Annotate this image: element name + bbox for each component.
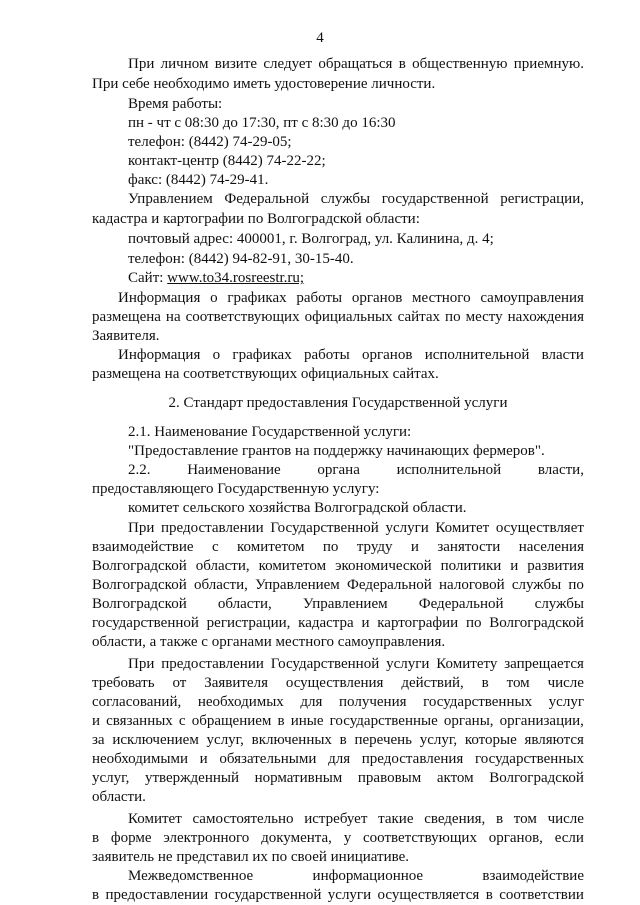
word: в	[277, 713, 285, 729]
word: взаимодействие	[482, 868, 584, 884]
word: официальных	[304, 309, 393, 325]
word: исключением	[112, 732, 199, 748]
word: числе	[547, 811, 584, 827]
text-line-36	[92, 751, 584, 768]
word: услуг,	[206, 732, 244, 748]
word: самостоятельно	[192, 811, 294, 827]
word: и	[92, 713, 101, 729]
word: соответствии	[499, 887, 584, 903]
text-line-32	[92, 675, 584, 692]
word: услуги	[386, 656, 430, 672]
word: органов,	[488, 830, 543, 846]
word: если	[554, 830, 584, 846]
text-line-17: размещена на соответствующих официальных сайтах.	[92, 366, 439, 382]
word: перечень	[354, 732, 413, 748]
word: обращаться	[318, 56, 393, 72]
word: на	[165, 309, 181, 325]
text-line-4: пн - чт с 08:30 до 17:30, пт с 8:30 до 16:30	[128, 115, 396, 131]
word: визите	[214, 56, 258, 72]
word: государственной	[92, 615, 199, 631]
word: органы,	[443, 713, 494, 729]
word: При	[128, 656, 155, 672]
word: и	[410, 539, 419, 555]
text-line-43	[92, 887, 584, 904]
word: труду	[356, 539, 393, 555]
word: общественную	[412, 56, 508, 72]
text-line-14	[92, 309, 584, 326]
word: власти,	[537, 462, 584, 478]
word: государственной	[214, 887, 322, 903]
text-line-34	[92, 713, 584, 730]
word: с	[211, 539, 219, 555]
word: государственной	[381, 191, 489, 207]
text-line-3: Время работы:	[128, 96, 223, 112]
word: 2.2.	[128, 462, 151, 478]
word: предоставлении	[105, 887, 209, 903]
word: согласований,	[92, 694, 182, 710]
word: области,	[217, 596, 272, 612]
word: о	[210, 290, 218, 306]
text-line-24	[128, 520, 584, 537]
word: Управлением	[128, 191, 213, 207]
word: требовать	[92, 675, 155, 691]
word: службы	[320, 191, 371, 207]
word: осуществляет	[495, 520, 584, 536]
word: Федеральной	[224, 191, 310, 207]
text-line-33	[92, 694, 584, 711]
word: области,	[193, 577, 248, 593]
text-line-9: кадастра и картографии по Волгоградской области:	[92, 211, 420, 227]
word: с	[178, 713, 186, 729]
site-link[interactable]: www.to34.rosreestr.ru;	[167, 270, 305, 286]
word: Управлением	[255, 577, 340, 593]
word: услуг	[548, 694, 584, 710]
word: Федеральной	[418, 596, 504, 612]
word: картографии	[377, 615, 459, 631]
text-line-37	[92, 770, 584, 787]
word: и	[361, 615, 370, 631]
text-line-41: заявитель не представил их по своей инициативе.	[92, 849, 410, 865]
word: нахождения	[507, 309, 584, 325]
text-line-21	[128, 462, 584, 479]
word: предоставлении	[161, 656, 264, 672]
word: в	[339, 732, 347, 748]
word: правовым	[357, 770, 422, 786]
word: населения	[518, 539, 584, 555]
text-line-13	[118, 290, 584, 307]
text-line-7: факс: (8442) 74-29-41.	[128, 172, 269, 188]
word: размещена	[92, 309, 161, 325]
word: При	[128, 56, 155, 72]
word: в	[92, 887, 100, 903]
word: для	[328, 751, 351, 767]
word: о	[212, 347, 221, 363]
word: Комитету	[436, 656, 498, 672]
word: по	[465, 615, 482, 631]
word: Комитет	[435, 520, 490, 536]
site-label: Сайт:	[128, 270, 164, 286]
word: работы	[296, 290, 343, 306]
word: личном	[160, 56, 209, 72]
word: развития	[527, 558, 584, 574]
text-line-23: комитет сельского хозяйства Волгоградской области.	[128, 500, 467, 516]
word: включенных	[251, 732, 332, 748]
word: приемную.	[513, 56, 584, 72]
word: истребует	[304, 811, 368, 827]
text-line-10: почтовый адрес: 400001, г. Волгоград, ул. Калинина, д. 4;	[128, 231, 494, 247]
text-line-40	[92, 830, 584, 847]
word: в	[481, 675, 489, 691]
word: взаимодействие	[92, 539, 194, 555]
word: органа	[317, 462, 360, 478]
word: Волгоградской	[489, 770, 584, 786]
text-line-39	[128, 811, 584, 828]
text-line-29	[92, 615, 584, 632]
text-line-27	[92, 577, 584, 594]
word: Информация	[118, 290, 201, 306]
word: связанных	[106, 713, 173, 729]
word: и	[199, 751, 208, 767]
word: следует	[263, 56, 313, 72]
word: государственные	[329, 713, 438, 729]
word: соответствующих	[362, 830, 477, 846]
word: том	[506, 675, 530, 691]
word: регистрации,	[500, 191, 584, 207]
section-heading: 2. Стандарт предоставления Государственной услуги	[168, 395, 508, 411]
word: и	[510, 558, 519, 574]
text-line-26	[92, 558, 584, 575]
word: нормативным	[254, 770, 343, 786]
text-line-22: предоставляющего Государственную услугу:	[92, 481, 380, 497]
word: Управлением	[302, 596, 388, 612]
word: службы	[511, 577, 562, 593]
word: власти	[541, 347, 584, 363]
text-line-11: телефон: (8442) 94-82-91, 30-15-40.	[128, 251, 354, 267]
word: осуществляется	[377, 887, 480, 903]
word: у	[343, 830, 352, 846]
word: актом	[436, 770, 474, 786]
word: органов	[351, 290, 403, 306]
text-line-42	[128, 868, 584, 885]
word: в	[485, 887, 493, 903]
word: Государственной	[270, 656, 380, 672]
word: предоставления	[361, 751, 464, 767]
word: Межведомственное	[128, 868, 254, 884]
word: комитетом	[258, 558, 327, 574]
word: графиках	[232, 347, 292, 363]
text-line-20: "Предоставление грантов на поддержку начинающих фермеров".	[128, 443, 545, 459]
word: Волгоградской	[92, 577, 187, 593]
word: налоговой	[439, 577, 505, 593]
word: исполнительной	[396, 462, 502, 478]
word: Волгоградской	[92, 558, 187, 574]
text-line-6: контакт-центр (8442) 74-22-22;	[128, 153, 326, 169]
word: утвержденный	[144, 770, 239, 786]
word: предоставлении	[161, 520, 264, 536]
word: которые	[464, 732, 517, 748]
word: занятости	[437, 539, 501, 555]
word: услуги	[327, 887, 372, 903]
word: исполнительной	[424, 347, 530, 363]
word: регистрации,	[206, 615, 291, 631]
page-number: 4	[316, 30, 324, 46]
word: органов	[362, 347, 413, 363]
text-line-38: области.	[92, 789, 146, 805]
word: документа,	[261, 830, 332, 846]
word: услуги	[385, 520, 429, 536]
word: в	[398, 56, 406, 72]
word: сведения,	[424, 811, 486, 827]
word: При	[128, 520, 155, 536]
word: в	[92, 830, 100, 846]
word: Волгоградской	[92, 596, 187, 612]
word: области,	[195, 558, 250, 574]
text-line-8	[128, 191, 584, 208]
word: политики	[440, 558, 502, 574]
word: по	[322, 539, 339, 555]
word: иные	[290, 713, 324, 729]
word: местного	[412, 290, 471, 306]
text-line-35	[92, 732, 584, 749]
word: числе	[547, 675, 584, 691]
site-line	[128, 270, 304, 287]
word: от	[172, 675, 187, 691]
word: Федеральной	[347, 577, 432, 593]
word: информационное	[312, 868, 424, 884]
word: Информация	[118, 347, 201, 363]
text-line-28	[92, 596, 584, 613]
word: действий,	[401, 675, 464, 691]
text-line-31	[128, 656, 584, 673]
word: месту	[465, 309, 503, 325]
word: по	[568, 577, 584, 593]
word: графиках	[227, 290, 287, 306]
text-line-16	[118, 347, 584, 364]
word: самоуправления	[480, 290, 584, 306]
word: сайтах	[397, 309, 441, 325]
word: услуг,	[419, 732, 458, 748]
word: необходимых	[197, 694, 284, 710]
word: такие	[378, 811, 414, 827]
word: Заявителя	[204, 675, 268, 691]
word: работы	[303, 347, 350, 363]
word: комитетом	[236, 539, 305, 555]
word: электронного	[163, 830, 250, 846]
word: получения	[339, 694, 407, 710]
word: по	[445, 309, 461, 325]
word: организации,	[499, 713, 584, 729]
word: Наименование	[187, 462, 281, 478]
text-line-30: области, а также с органами местного самоуправления.	[92, 634, 446, 650]
word: услуг,	[92, 770, 130, 786]
text-line-19: 2.1. Наименование Государственной услуги:	[128, 424, 412, 440]
text-line-15: Заявителя.	[92, 328, 160, 344]
word: за	[92, 732, 105, 748]
word: необходимыми	[92, 751, 188, 767]
word: Государственной	[270, 520, 379, 536]
text-line-1	[128, 56, 584, 73]
word: государственных	[474, 751, 584, 767]
text-line-25	[92, 539, 584, 556]
word: кадастра	[298, 615, 354, 631]
word: государственных	[423, 694, 533, 710]
word: являются	[524, 732, 584, 748]
word: обязательными	[219, 751, 317, 767]
word: том	[513, 811, 537, 827]
word: Комитет	[128, 811, 182, 827]
word: форме	[110, 830, 152, 846]
word: соответствующих	[185, 309, 300, 325]
word: Волгоградской	[489, 615, 584, 631]
text-line-2: При себе необходимо иметь удостоверение личности.	[92, 76, 436, 92]
word: обращением	[191, 713, 272, 729]
word: для	[300, 694, 323, 710]
word: осуществления	[285, 675, 384, 691]
word: запрещается	[504, 656, 584, 672]
word: экономической	[335, 558, 432, 574]
text-line-5: телефон: (8442) 74-29-05;	[128, 134, 292, 150]
word: службы	[534, 596, 584, 612]
word: в	[496, 811, 504, 827]
